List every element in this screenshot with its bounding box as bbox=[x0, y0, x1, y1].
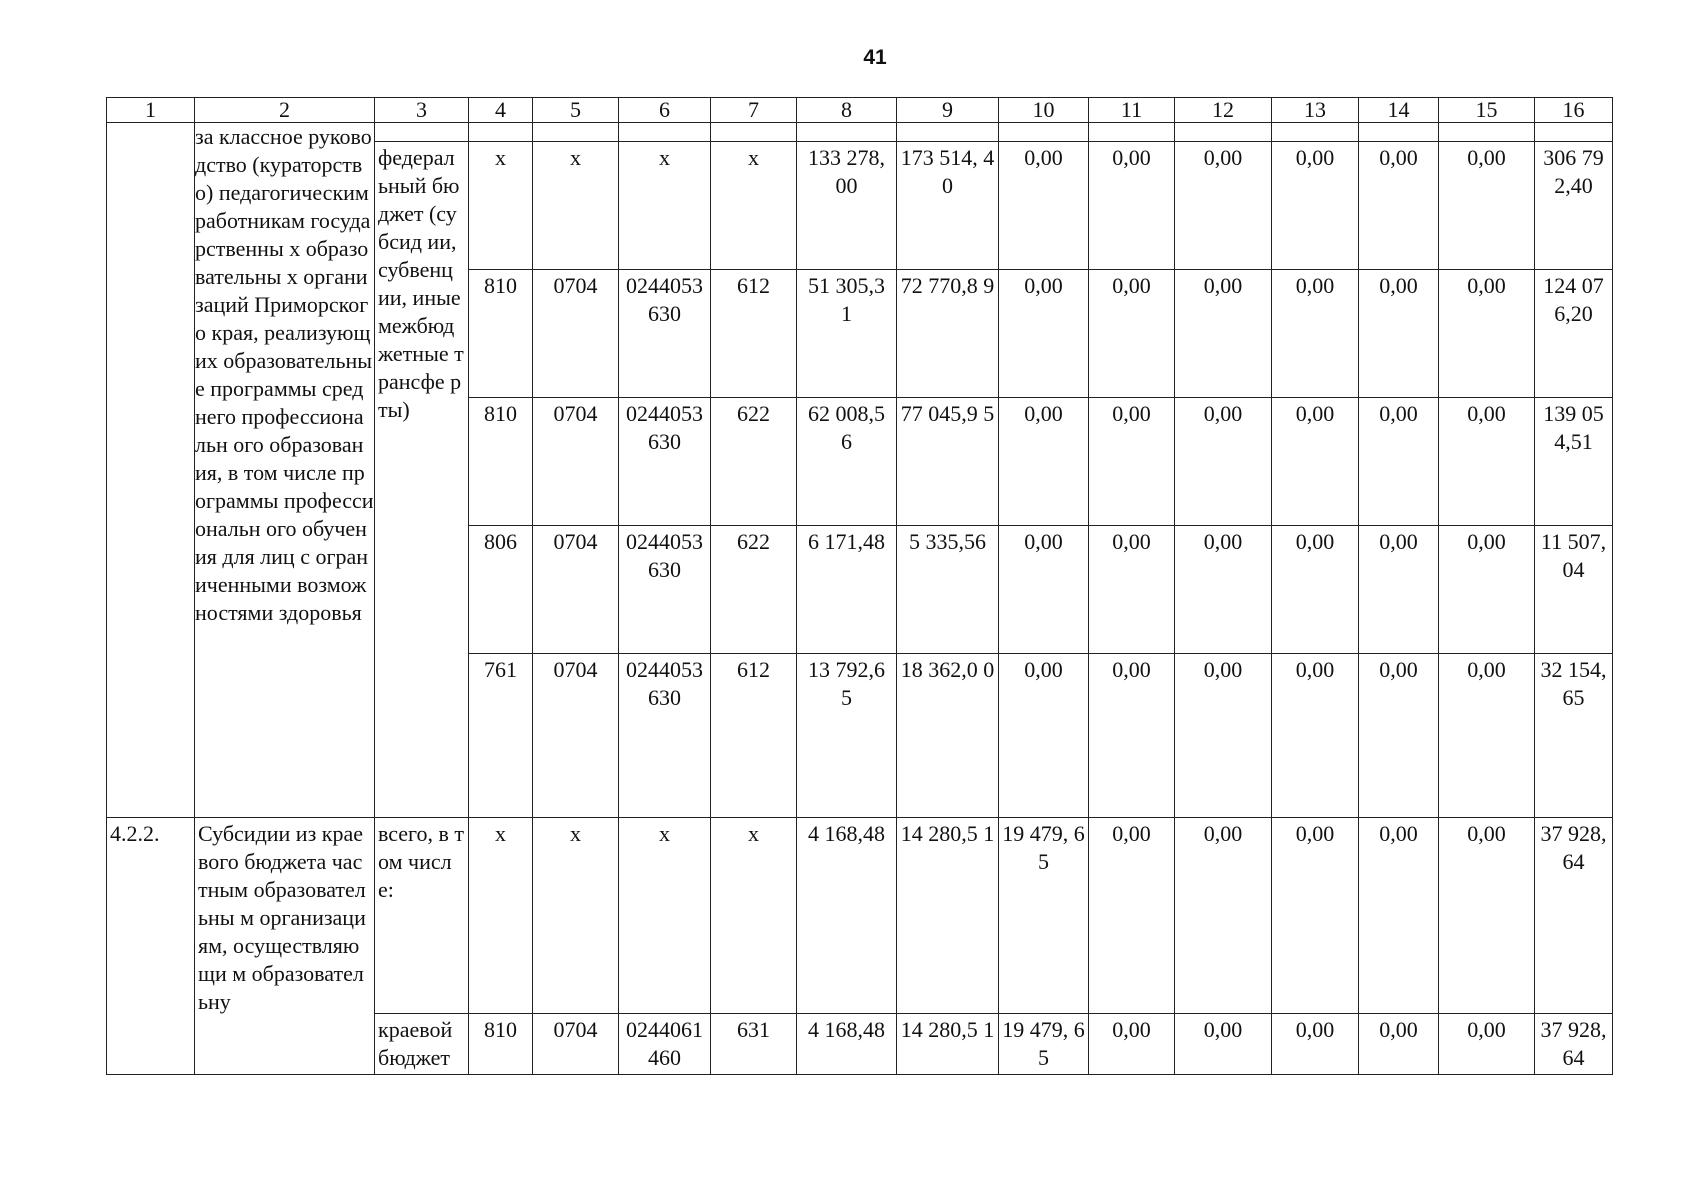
header-cell: 9 bbox=[897, 98, 999, 123]
header-cell: 8 bbox=[797, 98, 897, 123]
budget-table bbox=[106, 97, 1613, 1075]
row-number-cell bbox=[107, 123, 195, 818]
empty-cell bbox=[619, 123, 711, 142]
cell-c13: 0,00 bbox=[1272, 654, 1359, 818]
cell-c8: 62 008,5 6 bbox=[797, 398, 897, 526]
cell-c5: 0704 bbox=[533, 1014, 619, 1075]
header-cell: 7 bbox=[711, 98, 797, 123]
header-cell: 4 bbox=[469, 98, 533, 123]
cell-c5: 0704 bbox=[533, 398, 619, 526]
cell-c7: 622 bbox=[711, 398, 797, 526]
cell-c4: 806 bbox=[469, 526, 533, 654]
cell-c15: 0,00 bbox=[1439, 654, 1535, 818]
empty-cell bbox=[711, 123, 797, 142]
cell-c6: 0244053 630 bbox=[619, 654, 711, 818]
cell-c10: 0,00 bbox=[999, 142, 1089, 270]
cell-c13: 0,00 bbox=[1272, 526, 1359, 654]
cell-c6: х bbox=[619, 818, 711, 1014]
empty-cell bbox=[797, 123, 897, 142]
measure-name-cell: Субсидии из краевого бюджета частным образовательны м организациям, осуществляющи м образовательну bbox=[195, 818, 375, 1075]
cell-c14: 0,00 bbox=[1359, 270, 1439, 398]
cell-c4: х bbox=[469, 818, 533, 1014]
cell-c16: 139 05 4,51 bbox=[1535, 398, 1613, 526]
cell-c14: 0,00 bbox=[1359, 526, 1439, 654]
cell-c15: 0,00 bbox=[1439, 818, 1535, 1014]
cell-c9: 77 045,9 5 bbox=[897, 398, 999, 526]
header-cell: 2 bbox=[195, 98, 375, 123]
cell-c11: 0,00 bbox=[1089, 270, 1175, 398]
cell-c5: х bbox=[533, 818, 619, 1014]
cell-c14: 0,00 bbox=[1359, 1014, 1439, 1075]
cell-c10: 19 479, 65 bbox=[999, 818, 1089, 1014]
cell-c7: х bbox=[711, 142, 797, 270]
cell-c10: 19 479, 65 bbox=[999, 1014, 1089, 1075]
table-row bbox=[107, 818, 1613, 1014]
header-cell: 16 bbox=[1535, 98, 1613, 123]
cell-c4: 761 bbox=[469, 654, 533, 818]
cell-c11: 0,00 bbox=[1089, 654, 1175, 818]
header-cell: 10 bbox=[999, 98, 1089, 123]
cell-c15: 0,00 bbox=[1439, 526, 1535, 654]
cell-c13: 0,00 bbox=[1272, 818, 1359, 1014]
cell-c4: х bbox=[469, 142, 533, 270]
cell-c5: 0704 bbox=[533, 654, 619, 818]
page-number: 41 bbox=[863, 46, 887, 69]
cell-c9: 72 770,8 9 bbox=[897, 270, 999, 398]
cell-c10: 0,00 bbox=[999, 526, 1089, 654]
cell-c4: 810 bbox=[469, 1014, 533, 1075]
cell-c10: 0,00 bbox=[999, 270, 1089, 398]
cell-c9: 18 362,0 0 bbox=[897, 654, 999, 818]
cell-c14: 0,00 bbox=[1359, 654, 1439, 818]
cell-c8: 4 168,48 bbox=[797, 818, 897, 1014]
cell-c5: 0704 bbox=[533, 270, 619, 398]
cell-c8: 4 168,48 bbox=[797, 1014, 897, 1075]
row-number-cell: 4.2.2. bbox=[107, 818, 195, 1075]
header-cell: 14 bbox=[1359, 98, 1439, 123]
funding-source-cell: федерал ьный бюджет (субсид ии, субвенц ии, иные межбюд жетные трансфе рты) bbox=[375, 142, 469, 818]
cell-c11: 0,00 bbox=[1089, 398, 1175, 526]
cell-c6: 0244053 630 bbox=[619, 270, 711, 398]
cell-c16: 306 79 2,40 bbox=[1535, 142, 1613, 270]
cell-c14: 0,00 bbox=[1359, 398, 1439, 526]
cell-c9: 173 514, 40 bbox=[897, 142, 999, 270]
cell-c16: 32 154, 65 bbox=[1535, 654, 1613, 818]
cell-c10: 0,00 bbox=[999, 654, 1089, 818]
cell-c7: 622 bbox=[711, 526, 797, 654]
cell-c13: 0,00 bbox=[1272, 142, 1359, 270]
cell-c5: 0704 bbox=[533, 526, 619, 654]
cell-c16: 37 928, 64 bbox=[1535, 1014, 1613, 1075]
cell-c16: 37 928, 64 bbox=[1535, 818, 1613, 1014]
cell-c9: 14 280,5 1 bbox=[897, 1014, 999, 1075]
header-cell: 3 bbox=[375, 98, 469, 123]
funding-source-cell: всего, в том числе: bbox=[375, 818, 469, 1014]
funding-source-cell: краевой бюджет bbox=[375, 1014, 469, 1075]
cell-c15: 0,00 bbox=[1439, 142, 1535, 270]
cell-c6: х bbox=[619, 142, 711, 270]
header-cell: 6 bbox=[619, 98, 711, 123]
cell-c13: 0,00 bbox=[1272, 398, 1359, 526]
header-cell: 13 bbox=[1272, 98, 1359, 123]
cell-c7: 631 bbox=[711, 1014, 797, 1075]
cell-c4: 810 bbox=[469, 398, 533, 526]
cell-c8: 51 305,3 1 bbox=[797, 270, 897, 398]
cell-c8: 6 171,48 bbox=[797, 526, 897, 654]
header-cell: 11 bbox=[1089, 98, 1175, 123]
cell-c7: 612 bbox=[711, 270, 797, 398]
cell-c10: 0,00 bbox=[999, 398, 1089, 526]
measure-name-cell: за классное руководство (кураторство) педагогическим работникам государственны х образовательны х организаций Приморского края, реализующих образовательны е программы среднего профессиональн ого образования, в том числе программы профессиональн ого обучения для лиц с ограниченными возможностями здоровья bbox=[195, 123, 375, 818]
header-cell: 5 bbox=[533, 98, 619, 123]
empty-cell bbox=[533, 123, 619, 142]
cell-c12: 0,00 bbox=[1175, 398, 1272, 526]
empty-cell bbox=[1535, 123, 1613, 142]
cell-c6: 0244061 460 bbox=[619, 1014, 711, 1075]
cell-c14: 0,00 bbox=[1359, 142, 1439, 270]
cell-c7: х bbox=[711, 818, 797, 1014]
cell-c9: 14 280,5 1 bbox=[897, 818, 999, 1014]
cell-c14: 0,00 bbox=[1359, 818, 1439, 1014]
cell-c11: 0,00 bbox=[1089, 142, 1175, 270]
header-cell: 12 bbox=[1175, 98, 1272, 123]
empty-cell bbox=[1359, 123, 1439, 142]
empty-cell bbox=[1089, 123, 1175, 142]
cell-c12: 0,00 bbox=[1175, 1014, 1272, 1075]
cell-c12: 0,00 bbox=[1175, 142, 1272, 270]
empty-cell bbox=[1272, 123, 1359, 142]
cell-c16: 11 507, 04 bbox=[1535, 526, 1613, 654]
cell-c8: 133 278, 00 bbox=[797, 142, 897, 270]
cell-c15: 0,00 bbox=[1439, 398, 1535, 526]
cell-c13: 0,00 bbox=[1272, 270, 1359, 398]
cell-c9: 5 335,56 bbox=[897, 526, 999, 654]
empty-cell bbox=[897, 123, 999, 142]
cell-c12: 0,00 bbox=[1175, 270, 1272, 398]
empty-cell bbox=[375, 123, 469, 142]
cell-c15: 0,00 bbox=[1439, 270, 1535, 398]
cell-c5: х bbox=[533, 142, 619, 270]
header-cell: 1 bbox=[107, 98, 195, 123]
cell-c15: 0,00 bbox=[1439, 1014, 1535, 1075]
empty-cell bbox=[469, 123, 533, 142]
cell-c12: 0,00 bbox=[1175, 654, 1272, 818]
cell-c6: 0244053 630 bbox=[619, 526, 711, 654]
header-row bbox=[107, 98, 1613, 123]
spacer-row bbox=[107, 123, 1613, 142]
cell-c16: 124 07 6,20 bbox=[1535, 270, 1613, 398]
header-cell: 15 bbox=[1439, 98, 1535, 123]
cell-c7: 612 bbox=[711, 654, 797, 818]
cell-c11: 0,00 bbox=[1089, 526, 1175, 654]
cell-c6: 0244053 630 bbox=[619, 398, 711, 526]
cell-c13: 0,00 bbox=[1272, 1014, 1359, 1075]
cell-c8: 13 792,6 5 bbox=[797, 654, 897, 818]
empty-cell bbox=[1439, 123, 1535, 142]
empty-cell bbox=[1175, 123, 1272, 142]
cell-c11: 0,00 bbox=[1089, 818, 1175, 1014]
empty-cell bbox=[999, 123, 1089, 142]
cell-c11: 0,00 bbox=[1089, 1014, 1175, 1075]
cell-c12: 0,00 bbox=[1175, 526, 1272, 654]
cell-c12: 0,00 bbox=[1175, 818, 1272, 1014]
cell-c4: 810 bbox=[469, 270, 533, 398]
